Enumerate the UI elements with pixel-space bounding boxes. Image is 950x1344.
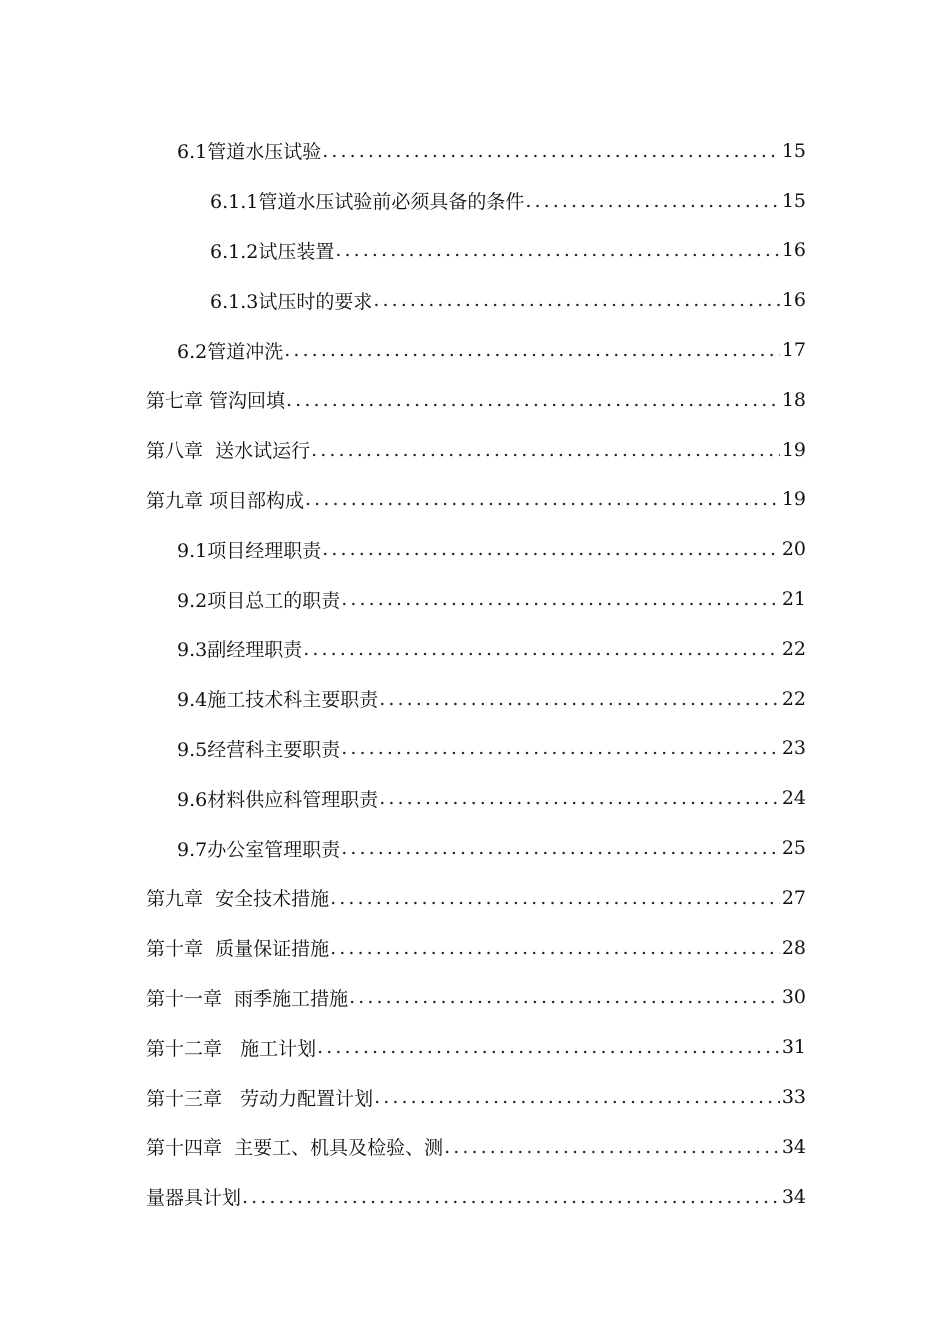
toc-dot-leader <box>284 339 780 361</box>
toc-page-number: 30 <box>781 986 806 1009</box>
toc-dot-leader <box>286 389 780 411</box>
toc-entry-title: 第十四章 主要工、机具及检验、测 <box>146 1137 444 1160</box>
toc-entry[interactable] <box>0 524 950 574</box>
toc-entry[interactable] <box>0 275 950 325</box>
toc-entry-title: 6.2管道冲洗 <box>177 340 284 363</box>
toc-dot-leader <box>374 1086 780 1108</box>
toc-page-number: 15 <box>781 139 806 162</box>
toc-entry[interactable] <box>0 226 950 276</box>
toc-entry[interactable] <box>0 1172 950 1222</box>
toc-entry[interactable] <box>0 425 950 475</box>
toc-dot-leader <box>322 538 780 560</box>
toc-entry-title: 9.7办公室管理职责 <box>177 838 341 861</box>
toc-dot-leader <box>379 787 780 809</box>
toc-page-number: 34 <box>781 1185 806 1208</box>
toc-dot-leader <box>311 439 780 461</box>
toc-dot-leader <box>330 937 780 959</box>
toc-dot-leader <box>341 588 780 610</box>
toc-dot-leader <box>242 1186 780 1208</box>
toc-page-number: 20 <box>781 538 806 561</box>
toc-dot-leader <box>330 887 780 909</box>
toc-entry-title: 9.2项目总工的职责 <box>177 589 341 612</box>
toc-entry-title: 9.1项目经理职责 <box>177 539 322 562</box>
toc-entry[interactable] <box>0 823 950 873</box>
toc-dot-leader <box>335 239 779 261</box>
toc-entry[interactable] <box>0 325 950 375</box>
toc-entry-title: 第十章 质量保证措施 <box>146 938 330 961</box>
toc-entry-title: 6.1.1管道水压试验前必须具备的条件 <box>210 191 525 214</box>
toc-page-number: 31 <box>781 1036 806 1059</box>
toc-dot-leader <box>379 688 780 710</box>
toc-dot-leader <box>305 488 780 510</box>
toc-dot-leader <box>444 1136 780 1158</box>
table-of-contents <box>0 126 950 1222</box>
toc-dot-leader <box>317 1036 780 1058</box>
toc-entry[interactable] <box>0 674 950 724</box>
toc-entry-title: 9.3副经理职责 <box>177 639 303 662</box>
toc-entry[interactable] <box>0 1122 950 1172</box>
toc-page-number: 25 <box>781 837 806 860</box>
toc-page-number: 22 <box>781 687 806 710</box>
toc-entry[interactable] <box>0 873 950 923</box>
toc-entry[interactable] <box>0 126 950 176</box>
toc-entry-title: 6.1管道水压试验 <box>177 141 322 164</box>
toc-page-number: 19 <box>781 488 806 511</box>
toc-dot-leader <box>322 140 780 162</box>
toc-entry-title: 第十三章 劳动力配置计划 <box>146 1087 374 1110</box>
toc-entry-title: 6.1.2试压装置 <box>210 240 335 263</box>
toc-entry[interactable] <box>0 624 950 674</box>
toc-entry-title: 9.4施工技术科主要职责 <box>177 689 379 712</box>
toc-page-number: 28 <box>781 936 806 959</box>
toc-entry[interactable] <box>0 724 950 774</box>
toc-entry-title: 第七章 管沟回填 <box>146 390 286 413</box>
toc-entry[interactable] <box>0 923 950 973</box>
toc-page-number: 17 <box>781 339 806 362</box>
toc-entry[interactable] <box>0 973 950 1023</box>
toc-dot-leader <box>303 638 780 660</box>
toc-entry-title: 第八章 送水试运行 <box>146 440 311 463</box>
toc-entry[interactable] <box>0 375 950 425</box>
toc-entry-title: 9.6材料供应科管理职责 <box>177 788 379 811</box>
toc-entry[interactable] <box>0 1022 950 1072</box>
toc-dot-leader <box>341 737 780 759</box>
toc-page-number: 16 <box>781 289 806 312</box>
toc-entry[interactable] <box>0 475 950 525</box>
toc-dot-leader <box>525 190 779 212</box>
toc-page-number: 22 <box>781 637 806 660</box>
toc-dot-leader <box>349 986 780 1008</box>
toc-dot-leader <box>373 289 779 311</box>
toc-entry[interactable] <box>0 574 950 624</box>
toc-entry-title: 第九章 项目部构成 <box>146 489 305 512</box>
toc-page-number: 34 <box>781 1135 806 1158</box>
toc-entry-title: 第十二章 施工计划 <box>146 1037 317 1060</box>
toc-entry-title: 9.5经营科主要职责 <box>177 738 341 761</box>
toc-entry[interactable] <box>0 1072 950 1122</box>
toc-page-number: 23 <box>781 737 806 760</box>
toc-page-number: 15 <box>781 189 806 212</box>
toc-entry-title: 第九章 安全技术措施 <box>146 888 330 911</box>
toc-entry[interactable] <box>0 773 950 823</box>
toc-page-number: 33 <box>781 1086 806 1109</box>
toc-page-number: 21 <box>781 588 806 611</box>
toc-entry-title: 量器具计划 <box>146 1187 242 1210</box>
toc-page-number: 19 <box>781 438 806 461</box>
toc-page-number: 16 <box>781 239 806 262</box>
toc-entry-title: 第十一章 雨季施工措施 <box>146 987 349 1010</box>
toc-page-number: 24 <box>781 787 806 810</box>
toc-entry-title: 6.1.3试压时的要求 <box>210 290 373 313</box>
toc-entry[interactable] <box>0 176 950 226</box>
toc-page-number: 27 <box>781 886 806 909</box>
toc-dot-leader <box>341 837 780 859</box>
toc-page-number: 18 <box>781 388 806 411</box>
